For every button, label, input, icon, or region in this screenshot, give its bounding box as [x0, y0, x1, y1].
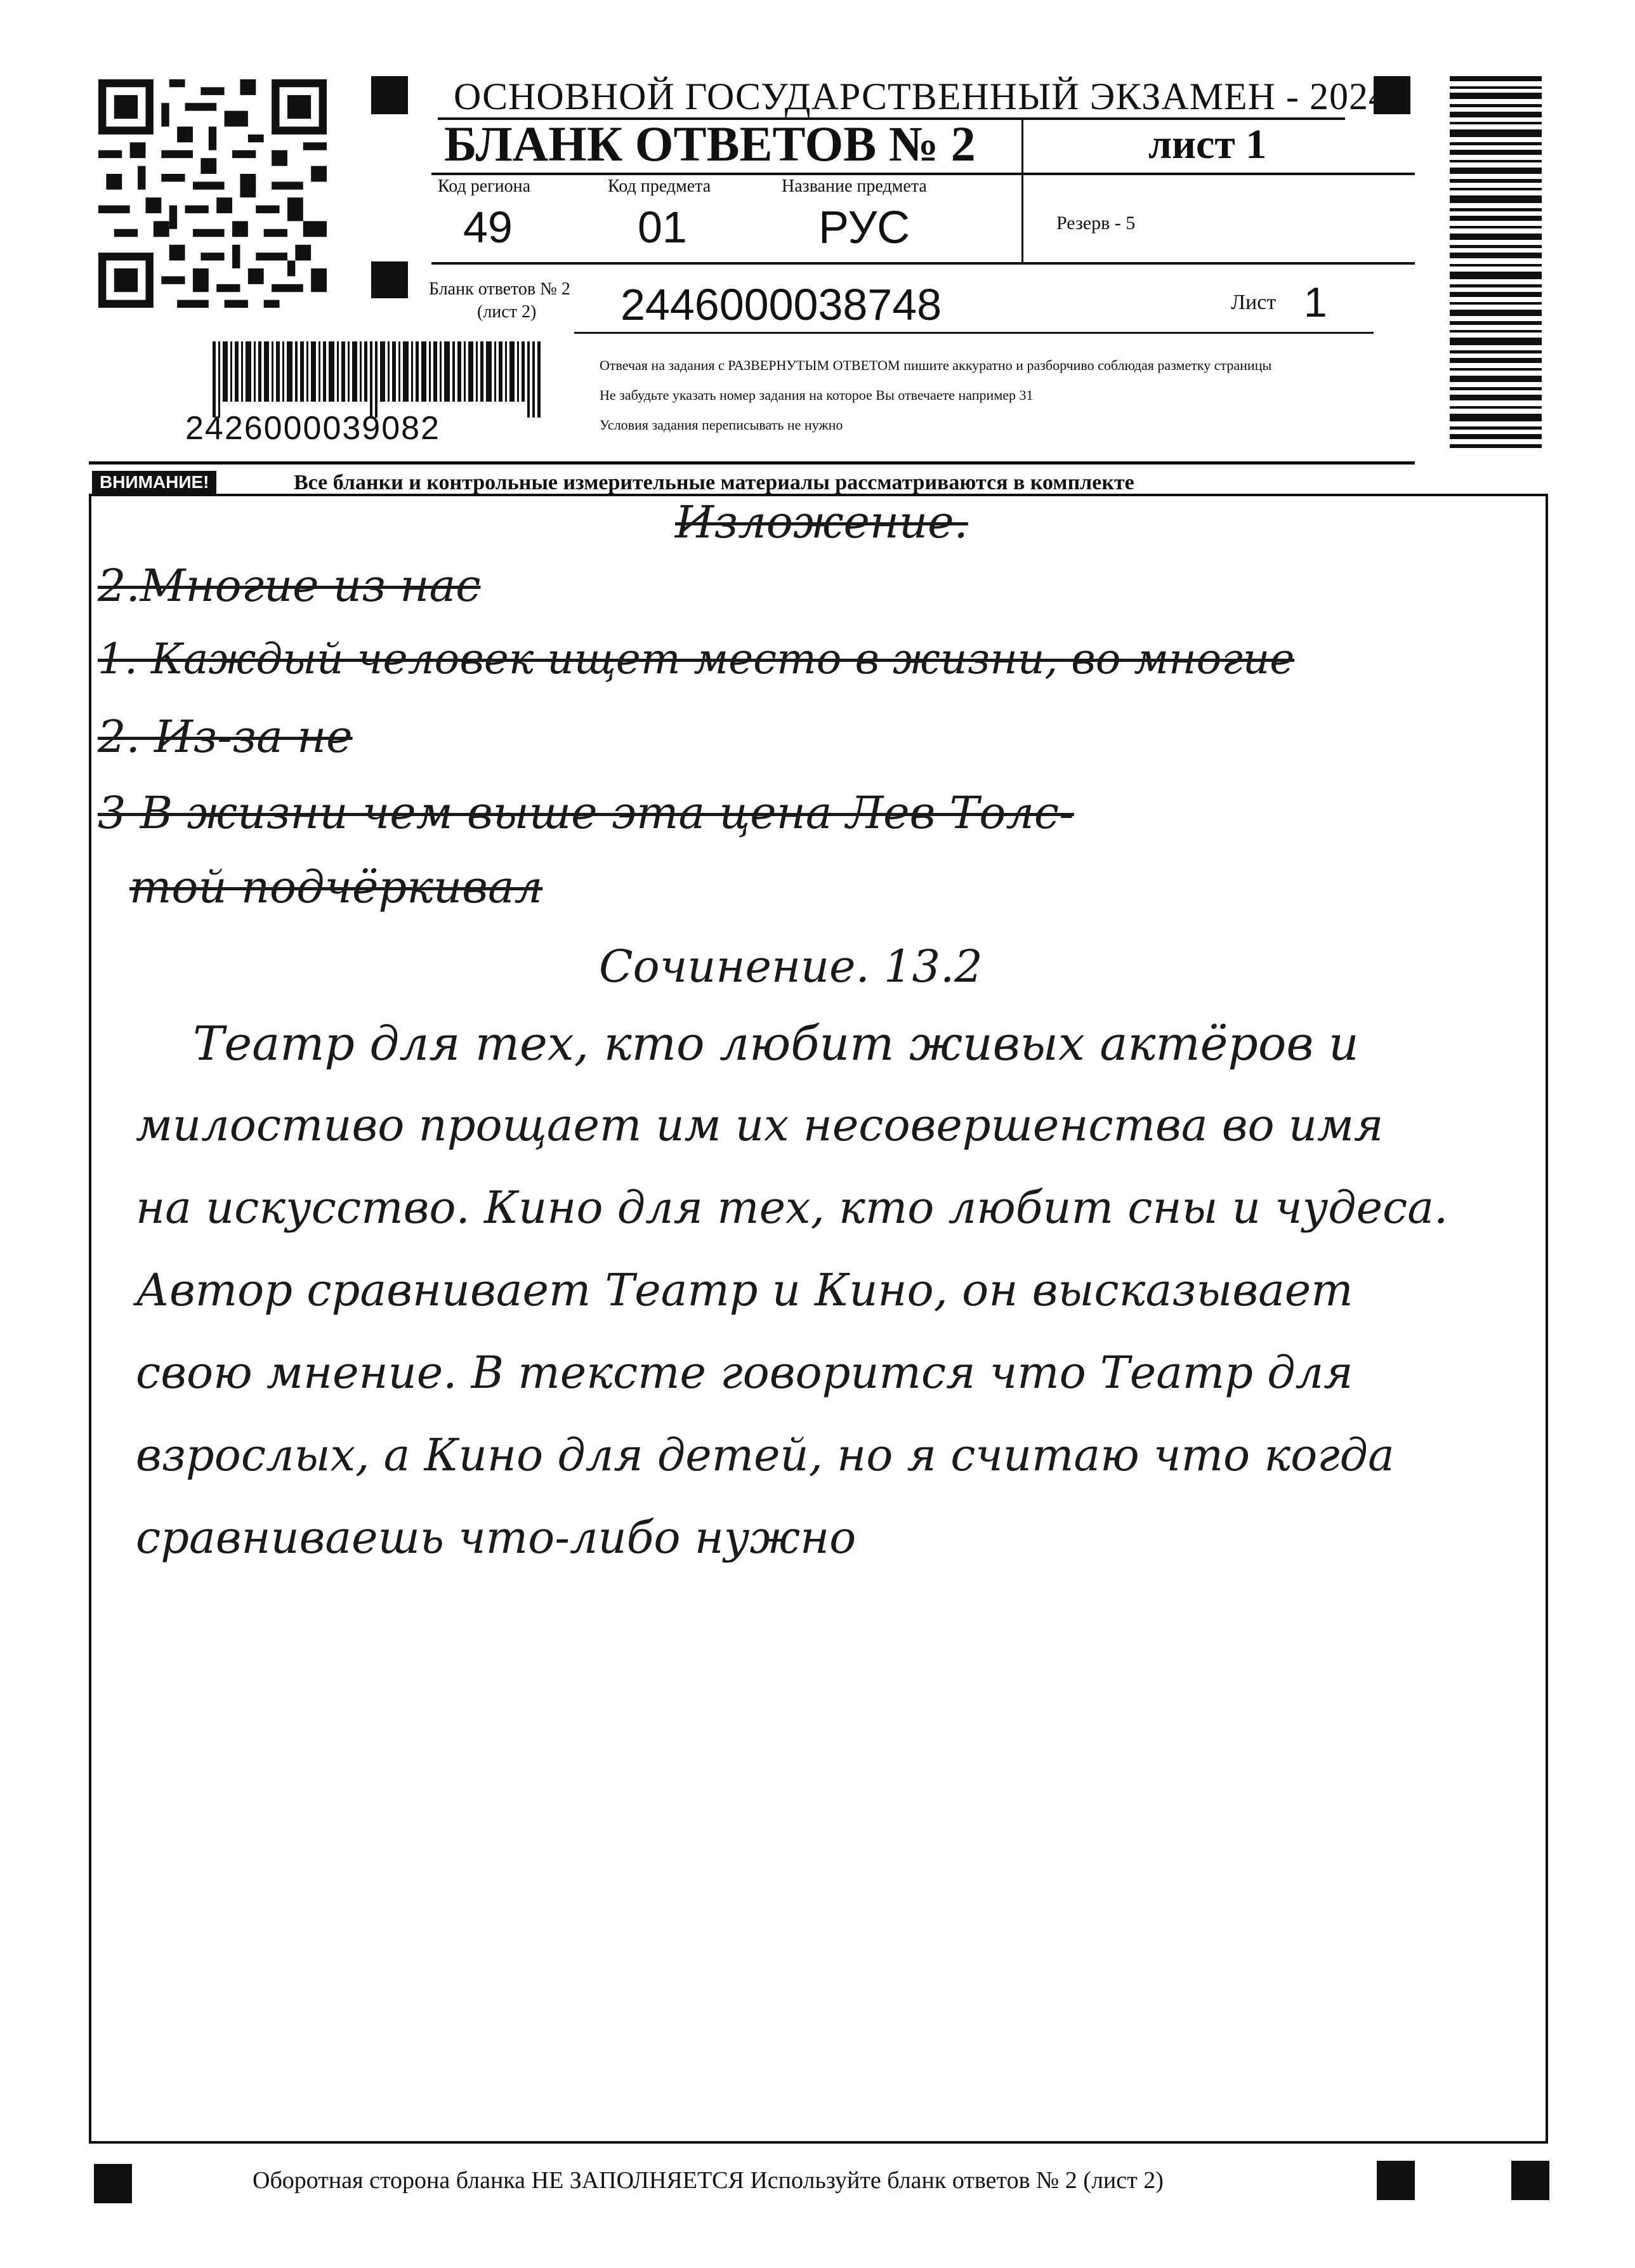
- struck-line-5: той подчёркивал: [129, 861, 543, 913]
- registration-mark-bottom-right-1: [1377, 2161, 1415, 2200]
- header-row-line-2: [431, 262, 1415, 265]
- instruction-line-2: Не забудьте указать номер задания на которое Вы отвечаете например 31: [600, 387, 1034, 403]
- header-row-line-1: [431, 173, 1415, 175]
- header-vertical-divider: [1021, 119, 1023, 264]
- linear-barcode: [213, 341, 542, 418]
- subject-code-label: Код предмета: [608, 176, 711, 196]
- exam-title: ОСНОВНОЙ ГОСУДАРСТВЕННЫЙ ЭКЗАМЕН - 2024: [454, 76, 1388, 117]
- reserve-field: Резерв - 5: [1056, 213, 1136, 234]
- footer-note: Оборотная сторона бланка НЕ ЗАПОЛНЯЕТСЯ Используйте бланк ответов № 2 (лист 2): [253, 2167, 1164, 2194]
- subject-name-label: Название предмета: [782, 176, 927, 196]
- side-barcode: [1450, 76, 1542, 451]
- sheet-number: 1: [1304, 279, 1327, 326]
- essay-line-3: на искусство. Кино для тех, кто любит сны и чудеса.: [136, 1182, 1448, 1234]
- essay-line-7: сравниваешь что-либо нужно: [136, 1512, 857, 1564]
- form-title: БЛАНК ОТВЕТОВ № 2: [444, 116, 976, 171]
- essay-title: Сочинение. 13.2: [599, 940, 983, 992]
- region-value: 49: [463, 202, 513, 252]
- essay-line-5: свою мнение. В тексте говорится что Театр для: [136, 1347, 1353, 1399]
- essay-line-2: милостиво прощает им их несовершенства во имя: [136, 1099, 1384, 1151]
- sheet-title: лист 1: [1148, 121, 1267, 168]
- struck-line-1: 2.Многие из нас: [98, 560, 481, 612]
- registration-mark-bottom-right-2: [1511, 2161, 1549, 2200]
- struck-line-3: 2. Из-за не: [98, 711, 353, 763]
- notice-badge: ВНИМАНИЕ!: [92, 471, 216, 494]
- instruction-line-3: Условия задания переписывать не нужно: [600, 417, 843, 433]
- registration-mark-top-left: [371, 76, 408, 114]
- essay-line-6: взрослых, а Кино для детей, но я считаю что когда: [136, 1429, 1395, 1481]
- registration-mark-bottom-left: [94, 2164, 132, 2203]
- sheet-label: Лист: [1231, 291, 1277, 314]
- instruction-line-1: Отвечая на задания с РАЗВЕРНУТЫМ ОТВЕТОМ пишите аккуратно и разборчиво соблюдая разметку страницы: [600, 357, 1272, 373]
- barcode-number: 2426000039082: [185, 410, 440, 447]
- subject-name-value: РУС: [818, 202, 910, 253]
- form-number-underline: [574, 332, 1374, 334]
- essay-line-4: Автор сравнивает Театр и Кино, он высказывает: [136, 1264, 1353, 1316]
- struck-line-4: 3 В жизни чем выше эта цена Лев Толс-: [98, 787, 1074, 839]
- subject-code-value: 01: [638, 202, 687, 252]
- qr-code: [98, 79, 327, 308]
- registration-mark-mid-left: [371, 261, 408, 298]
- notice-text: Все бланки и контрольные измерительные материалы рассматриваются в комплекте: [294, 471, 1134, 494]
- struck-line-2: 1. Каждый человек ищет место в жизни, во многие: [98, 635, 1295, 683]
- form-ref-line2: (лист 2): [477, 302, 537, 322]
- header-bottom-rule: [89, 461, 1415, 465]
- struck-line-heading: Изложение.: [675, 496, 968, 548]
- essay-line-1: Театр для тех, кто любит живых актёров и: [193, 1017, 1359, 1071]
- form-number: 2446000038748: [621, 280, 942, 329]
- form-ref-line1: Бланк ответов № 2: [429, 279, 570, 299]
- answer-area: [89, 494, 1548, 2144]
- region-label: Код региона: [438, 176, 531, 196]
